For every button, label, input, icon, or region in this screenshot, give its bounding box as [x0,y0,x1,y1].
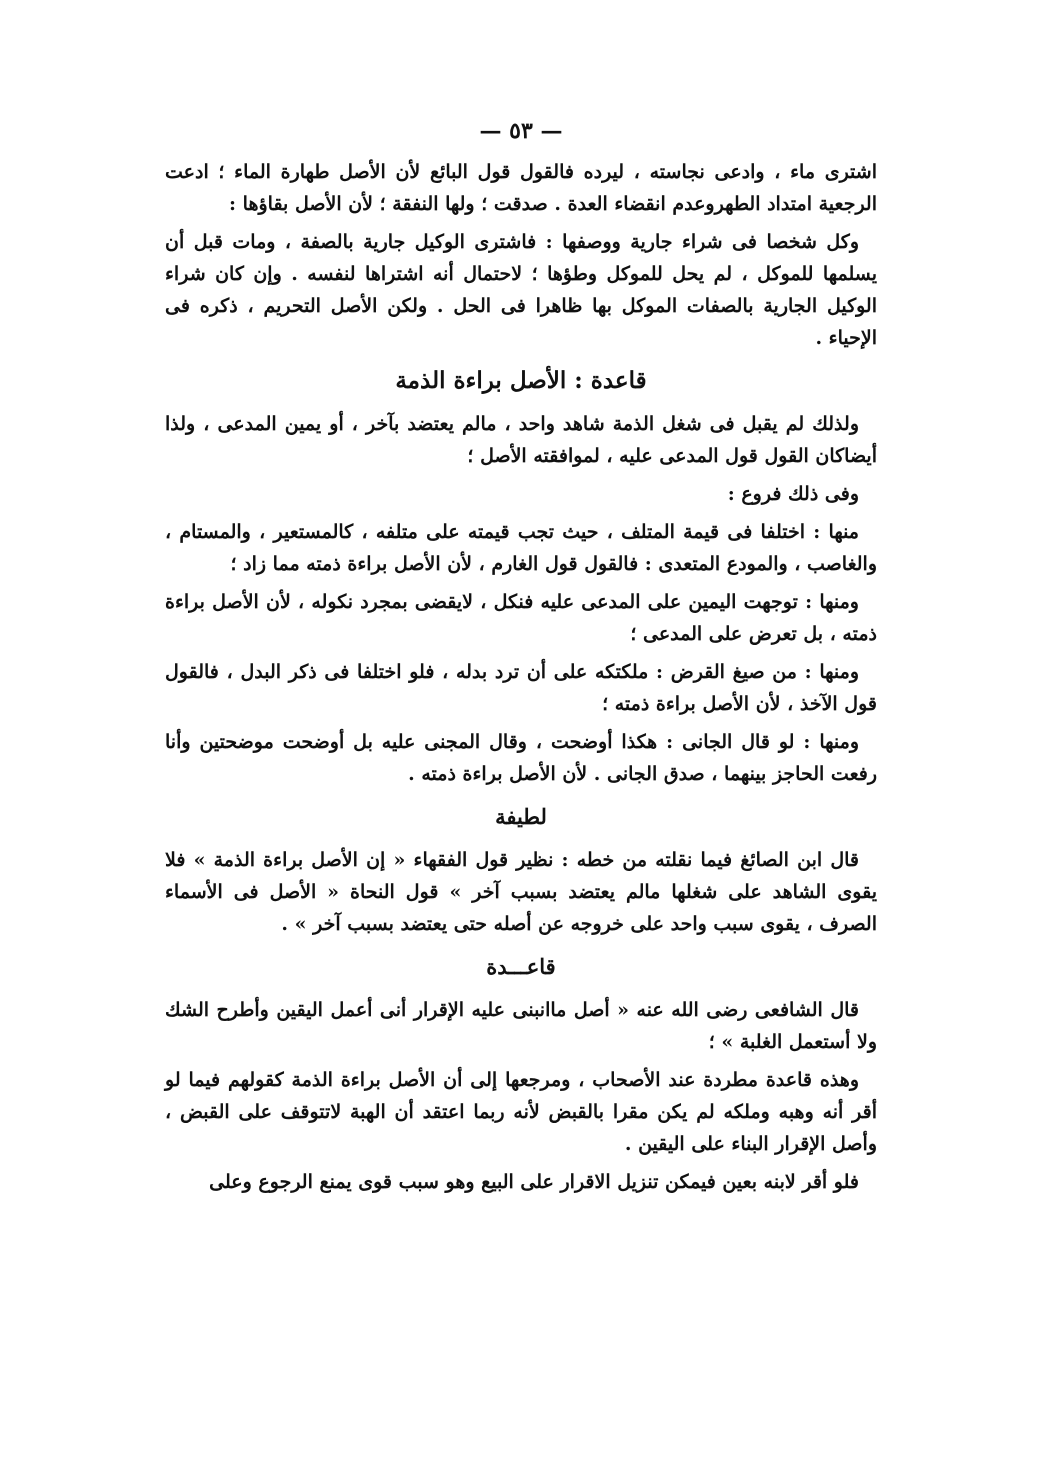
section-heading-innocence: قاعدة : الأصل براءة الذمة [395,367,647,394]
section-heading-subtlety: لطيفة [495,804,547,829]
paragraph-single-witness: ولذلك لم يقبل فى شغل الذمة شاهد واحد ، مالم يعتضد بآخر ، أو يمين المدعى ، ولذا أيضاكان القول قول المدعى عليه ، لموافقته الأصل ؛ [165,413,877,467]
paragraph-water-purity: اشترى ماء ، وادعى نجاسته ، ليرده فالقول قول البائع لأن الأصل طهارة الماء ؛ ادعت الرجعية امتداد الطهروعدم انقضاء العدة . صدقت ؛ ولها النفقة ؛ لأن الأصل بقاؤها : [165,161,877,215]
paragraph-value-dispute: منها : اختلفا فى قيمة المتلف ، حيث تجب قيمته على متلفه ، كالمستعير ، والمستام ، والغاصب ، والمودع المتعدى : فالقول قول الغارم ، لأن الأصل براءة ذمته مما زاد ؛ [165,521,877,575]
document-page [165,118,877,1204]
paragraph-wound-dispute: ومنها : لو قال الجانى : هكذا أوضحت ، وقال المجنى عليه بل أوضحت موضحتين وأنا رفعت الحاجز بينهما ، صدق الجانى . لأن الأصل براءة ذمته . [165,731,877,785]
paragraph-oath-refusal: ومنها : توجهت اليمين على المدعى عليه فنكل ، لايقضى بمجرد نكوله ، لأن الأصل براءة ذمته ، بل تعرض على المدعى ؛ [165,591,877,645]
paragraph-acknowledgment-son: فلو أقر لابنه بعين فيمكن تنزيل الاقرار على البيع وهو سبب قوى يمنع الرجوع وعلى [209,1171,859,1193]
paragraph-branches-intro: وفى ذلك فروع : [727,483,859,505]
paragraph-ibn-al-saigh: قال ابن الصائغ فيما نقلته من خطه : نظير قول الفقهاء « إن الأصل براءة الذمة » فلا يقوى الشاهد على شغلها مالم يعتضد بسبب آخر » قول النحاة « الأصل فى الأسماء الصرف ، يقوى سبب واحد على خروجه عن أصله حتى يعتضد بسبب آخر » . [165,849,877,935]
page-number: — ٥٣ — [479,118,563,144]
paragraph-loan-formula: ومنها : من صيغ القرض : ملكتكه على أن ترد بدله ، فلو اختلفا فى ذكر البدل ، فالقول قول الآخذ ، لأن الأصل براءة ذمته ؛ [165,661,877,715]
section-heading-rule: قاعـــدة [486,954,556,979]
paragraph-agent-purchase: وكل شخصا فى شراء جارية ووصفها : فاشترى الوكيل جارية بالصفة ، ومات قبل أن يسلمها للموكل ، لم يحل للموكل وطؤها ؛ لاحتمال أنه اشتراها لنفسه . وإن كان شراء الوكيل الجارية بالصفات الموكل بها ظاهرا فى الحل . ولكن الأصل التحريم ، ذكره فى الإحياء . [165,231,877,349]
paragraph-consistent-rule: وهذه قاعدة مطردة عند الأصحاب ، ومرجعها إلى أن الأصل براءة الذمة كقولهم فيما لو أقر أنه وهبه وملكه لم يكن مقرا بالقبض لأنه ربما اعتقد أن الهبة لاتتوقف على القبض ، وأصل الإقرار البناء على اليقين . [165,1069,877,1155]
paragraph-shafii-quote: قال الشافعى رضى الله عنه « أصل ماانبنى عليه الإقرار أنى أعمل اليقين وأطرح الشك ولا أستعمل الغلبة » ؛ [165,999,877,1053]
